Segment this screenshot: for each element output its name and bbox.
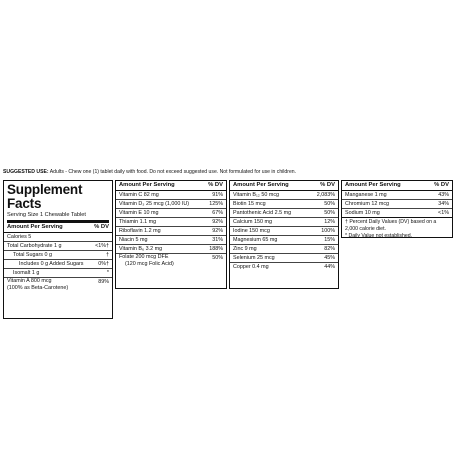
nutrient-row bbox=[230, 200, 338, 209]
nutrient-row bbox=[4, 233, 112, 242]
nutrient-label: Biotin 15 mcg bbox=[233, 201, 266, 207]
nutrient-row bbox=[4, 269, 112, 278]
nutrient-label: Vitamin C 82 mg bbox=[119, 192, 159, 198]
nutrient-label: Pantothenic Acid 2.5 mg bbox=[233, 210, 292, 216]
nutrient-label: Copper 0.4 mg bbox=[233, 264, 269, 270]
header-dv: % DV bbox=[94, 224, 109, 230]
nutrient-dv: 92% bbox=[212, 228, 223, 234]
nutrient-dv: 50% bbox=[324, 201, 335, 207]
nutrient-label: Calories 5 bbox=[7, 234, 32, 240]
serving-size: Serving Size 1 Chewable Tablet bbox=[7, 211, 109, 223]
nutrient-row bbox=[116, 236, 226, 245]
nutrient-row bbox=[230, 245, 338, 254]
supplement-facts-panel-2 bbox=[115, 180, 227, 289]
nutrient-dv: * bbox=[106, 270, 109, 276]
nutrient-dv: 67% bbox=[212, 210, 223, 216]
nutrient-label: Total Sugars 0 g bbox=[13, 252, 52, 258]
nutrient-row bbox=[4, 251, 112, 260]
nutrient-label: Includes 0 g Added Sugars bbox=[19, 261, 84, 267]
panel-header bbox=[342, 181, 452, 191]
nutrient-dv: 89% bbox=[98, 279, 109, 285]
nutrient-row bbox=[4, 260, 112, 269]
nutrient-row bbox=[116, 218, 226, 227]
nutrient-row bbox=[230, 209, 338, 218]
nutrient-dv: 43% bbox=[438, 192, 449, 198]
nutrient-label: Calcium 150 mg bbox=[233, 219, 272, 225]
panel-header bbox=[230, 181, 338, 191]
nutrient-label: Magnesium 65 mg bbox=[233, 237, 278, 243]
nutrient-label: Riboflavin 1.2 mg bbox=[119, 228, 161, 234]
header-amount: Amount Per Serving bbox=[233, 182, 289, 188]
suggested-use-label: SUGGESTED USE: bbox=[3, 169, 49, 175]
header-dv: % DV bbox=[208, 182, 223, 188]
nutrient-row bbox=[342, 191, 452, 200]
header-amount: Amount Per Serving bbox=[345, 182, 401, 188]
nutrient-dv: † bbox=[106, 252, 109, 258]
nutrient-row bbox=[230, 227, 338, 236]
nutrient-dv: 12% bbox=[324, 219, 335, 225]
nutrient-dv: 15% bbox=[324, 237, 335, 243]
nutrient-row bbox=[230, 191, 338, 200]
footnote-not-established: * Daily Value not established. bbox=[345, 233, 413, 240]
panel-header bbox=[4, 223, 112, 233]
header-dv: % DV bbox=[434, 182, 449, 188]
supplement-facts-panel-1 bbox=[3, 180, 113, 319]
nutrient-row bbox=[116, 191, 226, 200]
nutrient-row bbox=[116, 227, 226, 236]
nutrient-sublabel: (100% as Beta-Carotene) bbox=[7, 284, 69, 291]
nutrient-label: Thiamin 1.1 mg bbox=[119, 219, 157, 225]
nutrient-row bbox=[4, 242, 112, 251]
nutrient-row bbox=[116, 245, 226, 254]
nutrient-dv: 44% bbox=[324, 264, 335, 270]
nutrient-label: Selenium 25 mcg bbox=[233, 255, 275, 261]
nutrient-row bbox=[342, 200, 452, 209]
nutrient-dv: 0%† bbox=[98, 261, 109, 267]
nutrient-label: Niacin 5 mg bbox=[119, 237, 148, 243]
supplement-facts-title: Supplement Facts bbox=[7, 182, 83, 211]
header-amount: Amount Per Serving bbox=[7, 224, 63, 230]
nutrient-dv: 45% bbox=[324, 255, 335, 261]
nutrient-dv: 188% bbox=[209, 246, 223, 252]
nutrient-row bbox=[230, 218, 338, 227]
panel-header bbox=[116, 181, 226, 191]
nutrient-label: Vitamin D₃ 25 mcg (1,000 IU) bbox=[119, 201, 190, 207]
nutrient-dv: 31% bbox=[212, 237, 223, 243]
nutrient-label: Total Carbohydrate 1 g bbox=[7, 243, 62, 249]
nutrient-row bbox=[230, 254, 338, 263]
footnote-dv: † Percent Daily Values (DV) based on a 2,000 calorie diet. bbox=[345, 219, 437, 232]
nutrient-row bbox=[342, 209, 452, 218]
nutrient-dv: 100% bbox=[321, 228, 335, 234]
nutrient-dv: 50% bbox=[324, 210, 335, 216]
header-dv: % DV bbox=[320, 182, 335, 188]
nutrient-label: Vitamin B₆ 3.2 mg bbox=[119, 246, 163, 252]
nutrient-label: Sodium 10 mg bbox=[345, 210, 380, 216]
nutrient-label: Chromium 12 mcg bbox=[345, 201, 390, 207]
nutrient-label: Vitamin B₁₂ 50 mcg bbox=[233, 192, 280, 198]
nutrient-dv: <1% bbox=[438, 210, 449, 216]
nutrient-dv: 2,083% bbox=[316, 192, 335, 198]
nutrient-dv: 91% bbox=[212, 192, 223, 198]
nutrient-row bbox=[230, 263, 338, 271]
supplement-facts-panel-3 bbox=[229, 180, 339, 289]
nutrient-sublabel: (120 mcg Folic Acid) bbox=[125, 260, 174, 267]
suggested-use bbox=[3, 169, 455, 176]
nutrient-row bbox=[116, 200, 226, 209]
nutrient-dv: 82% bbox=[324, 246, 335, 252]
nutrient-label: Isomalt 1 g bbox=[13, 270, 40, 276]
nutrient-row bbox=[4, 278, 112, 291]
nutrient-row bbox=[116, 254, 226, 267]
nutrient-label: Vitamin E 10 mg bbox=[119, 210, 159, 216]
nutrient-label: Manganese 1 mg bbox=[345, 192, 387, 198]
nutrient-label: Vitamin A 800 mcg bbox=[7, 278, 52, 284]
nutrient-label: Folate 200 mcg DFE bbox=[119, 254, 169, 260]
suggested-use-text: Adults - Chew one (1) tablet daily with food. Do not exceed suggested use. Not formulated for use in children. bbox=[48, 169, 297, 175]
nutrient-row bbox=[116, 209, 226, 218]
nutrient-label: Zinc 9 mg bbox=[233, 246, 257, 252]
nutrient-dv: 50% bbox=[212, 255, 223, 261]
nutrient-label: Iodine 150 mcg bbox=[233, 228, 270, 234]
nutrient-dv: 125% bbox=[209, 201, 223, 207]
supplement-facts-panel-4 bbox=[341, 180, 453, 238]
nutrient-dv: 92% bbox=[212, 219, 223, 225]
nutrient-row bbox=[230, 236, 338, 245]
header-amount: Amount Per Serving bbox=[119, 182, 175, 188]
nutrient-dv: <1%† bbox=[95, 243, 109, 249]
nutrient-dv: 34% bbox=[438, 201, 449, 207]
